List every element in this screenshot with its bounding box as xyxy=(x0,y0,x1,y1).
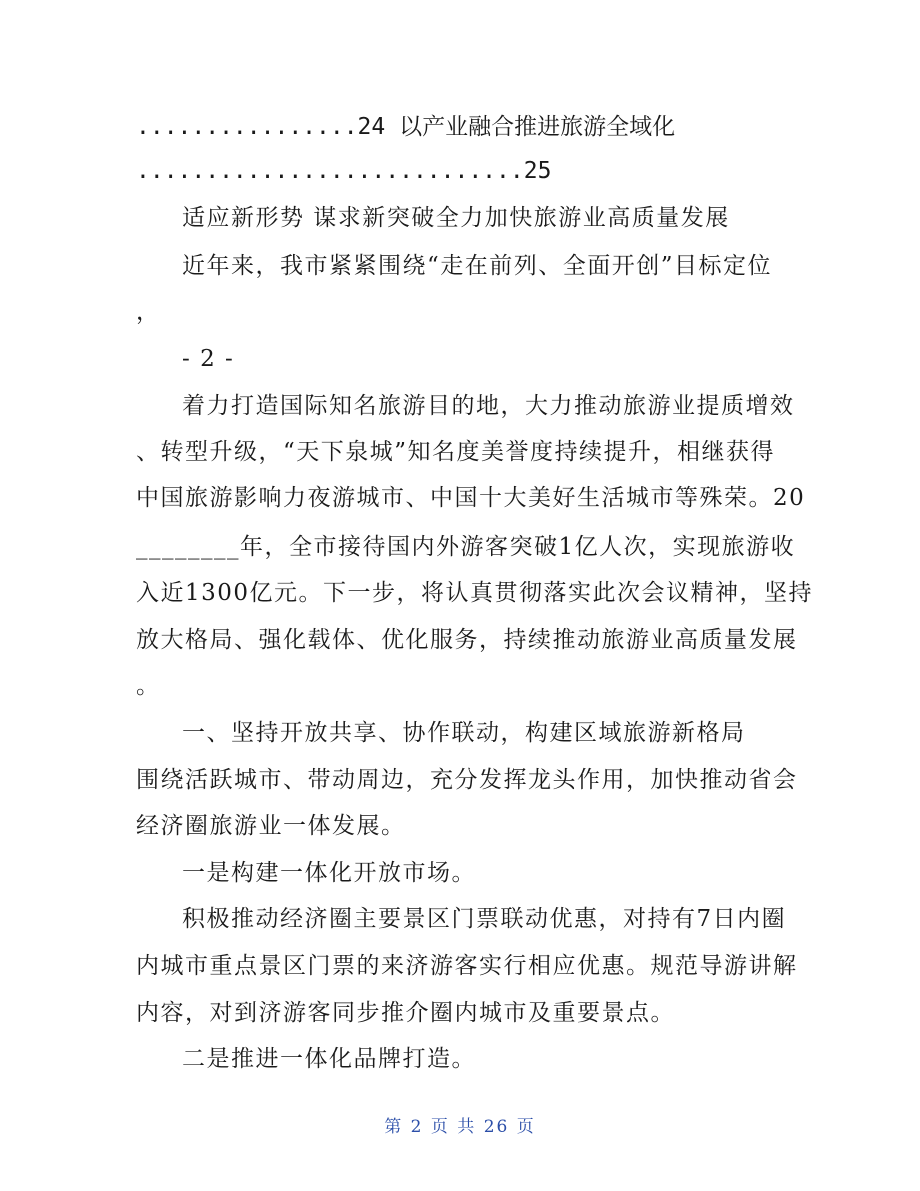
section-heading: 一、坚持开放共享、协作联动，构建区域旅游新格局 xyxy=(182,720,746,746)
paragraph-line: 放大格局、强化载体、优化服务，持续推动旅游业高质量发展 xyxy=(136,627,798,653)
paragraph-line: 、转型升级，“天下泉城”知名度美誉度持续提升，相继获得 xyxy=(136,439,776,465)
point-heading: 二是推进一体化品牌打造。 xyxy=(182,1046,476,1072)
paragraph-line: 。 xyxy=(136,673,161,699)
section-body-line: 围绕活跃城市、带动周边，充分发挥龙头作用，加快推动省会 xyxy=(136,767,798,793)
toc-entry-text: ............................25 xyxy=(136,158,552,184)
intro-line: 近年来，我市紧紧围绕“走在前列、全面开创”目标定位 xyxy=(182,253,773,279)
page-marker: - 2 - xyxy=(182,346,235,372)
section-body-line: 经济圈旅游业一体发展。 xyxy=(136,813,406,839)
paragraph-line: 中国旅游影响力夜游城市、中国十大美好生活城市等殊荣。20 xyxy=(136,485,806,511)
point-heading: 一是构建一体化开放市场。 xyxy=(182,860,476,886)
toc-entry-text: ................24 以产业融合推进旅游全域化 xyxy=(136,114,676,140)
intro-line: ， xyxy=(136,299,161,325)
paragraph-line: 着力打造国际知名旅游目的地，大力推动旅游业提质增效 xyxy=(182,393,795,419)
paragraph-line: 入近1300亿元。下一步，将认真贯彻落实此次会议精神，坚持 xyxy=(136,580,814,606)
toc-entry-25 xyxy=(136,155,551,187)
toc-entry-24 xyxy=(136,111,675,143)
point-body-line: 内城市重点景区门票的来济游客实行相应优惠。规范导游讲解 xyxy=(136,953,798,979)
paragraph-line: ________年，全市接待国内外游客突破1亿人次，实现旅游收 xyxy=(136,534,796,560)
document-title: 适应新形势 谋求新突破全力加快旅游业高质量发展 xyxy=(182,205,730,231)
point-body-line: 内容，对到济游客同步推介圈内城市及重要景点。 xyxy=(136,1000,675,1026)
point-body-line: 积极推动经济圈主要景区门票联动优惠，对持有7日内圈 xyxy=(182,906,787,932)
page-number-footer: 第 2 页 共 26 页 xyxy=(384,1117,536,1137)
